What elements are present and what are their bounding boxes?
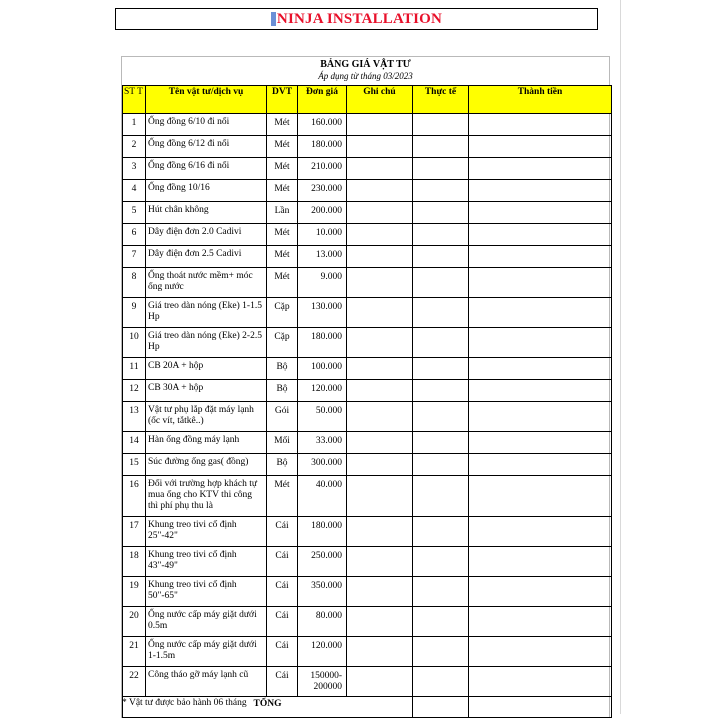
actual-cell[interactable] [413, 402, 469, 432]
unit-cell: Mét [267, 114, 298, 136]
note-cell[interactable] [347, 637, 413, 667]
total-label: TỔNG [123, 697, 413, 718]
table-body [123, 114, 612, 697]
item-name-cell: Dây điện đơn 2.5 Cadivi [146, 246, 267, 268]
stt-cell: 22 [123, 667, 146, 697]
warranty-footnote: * Vật tư được bảo hành 06 tháng [122, 698, 247, 708]
price-cell: 50.000 [298, 402, 347, 432]
unit-cell: Cái [267, 517, 298, 547]
actual-cell[interactable] [413, 114, 469, 136]
note-cell[interactable] [347, 328, 413, 358]
table-row [123, 136, 612, 158]
price-cell: 9.000 [298, 268, 347, 298]
amount-cell[interactable] [469, 517, 612, 547]
item-name-cell: Dây điện đơn 2.0 Cadivi [146, 224, 267, 246]
amount-cell[interactable] [469, 328, 612, 358]
unit-cell: Lần [267, 202, 298, 224]
unit-cell: Cái [267, 577, 298, 607]
table-row [123, 547, 612, 577]
actual-cell[interactable] [413, 358, 469, 380]
table-row [123, 202, 612, 224]
stt-cell: 15 [123, 454, 146, 476]
text-cursor-icon [271, 12, 276, 26]
table-row [123, 298, 612, 328]
stt-cell: 19 [123, 577, 146, 607]
actual-cell[interactable] [413, 547, 469, 577]
stt-cell: 4 [123, 180, 146, 202]
table-row [123, 358, 612, 380]
amount-cell[interactable] [469, 577, 612, 607]
actual-cell[interactable] [413, 667, 469, 697]
stt-cell: 11 [123, 358, 146, 380]
sheet-title: BẢNG GIÁ VẬT TƯ [320, 59, 411, 70]
note-cell[interactable] [347, 246, 413, 268]
stt-cell: 21 [123, 637, 146, 667]
total-amount-cell[interactable] [469, 697, 612, 718]
note-cell[interactable] [347, 136, 413, 158]
note-cell[interactable] [347, 268, 413, 298]
table-row [123, 577, 612, 607]
col-header-price: Đơn giá [298, 86, 347, 114]
item-name-cell: Giá treo dàn nóng (Eke) 2-2.5 Hp [146, 328, 267, 358]
amount-cell[interactable] [469, 180, 612, 202]
stt-cell: 3 [123, 158, 146, 180]
note-cell[interactable] [347, 547, 413, 577]
price-cell: 180.000 [298, 328, 347, 358]
item-name-cell: Ống đồng 10/16 [146, 180, 267, 202]
actual-cell[interactable] [413, 607, 469, 637]
item-name-cell: Ống đồng 6/12 đi nổi [146, 136, 267, 158]
unit-cell: Bộ [267, 358, 298, 380]
item-name-cell: Khung treo tivi cố định 50"-65" [146, 577, 267, 607]
price-cell: 230.000 [298, 180, 347, 202]
amount-cell[interactable] [469, 547, 612, 577]
item-name-cell: Khung treo tivi cố định 25"-42" [146, 517, 267, 547]
unit-cell: Gói [267, 402, 298, 432]
item-name-cell: Ống đồng 6/16 đi nổi [146, 158, 267, 180]
actual-cell[interactable] [413, 577, 469, 607]
note-cell[interactable] [347, 180, 413, 202]
unit-cell: Cặp [267, 298, 298, 328]
actual-cell[interactable] [413, 180, 469, 202]
actual-cell[interactable] [413, 517, 469, 547]
total-actual-cell[interactable] [413, 697, 469, 718]
col-header-actual: Thực tế [413, 86, 469, 114]
unit-cell: Mét [267, 224, 298, 246]
price-cell: 180.000 [298, 517, 347, 547]
item-name-cell: Ống nước cấp máy giặt dưới 0.5m [146, 607, 267, 637]
col-header-unit: DVT [267, 86, 298, 114]
price-table [122, 85, 612, 718]
unit-cell: Mét [267, 246, 298, 268]
brand-title-box[interactable] [115, 8, 598, 30]
actual-cell[interactable] [413, 637, 469, 667]
actual-cell[interactable] [413, 476, 469, 517]
item-name-cell: Súc đường ống gas( đồng) [146, 454, 267, 476]
table-row [123, 432, 612, 454]
item-name-cell: Khung treo tivi cố định 43"-49" [146, 547, 267, 577]
price-cell: 150000-200000 [298, 667, 347, 697]
unit-cell: Mét [267, 158, 298, 180]
col-header-stt: ST T [123, 86, 146, 114]
note-cell[interactable] [347, 114, 413, 136]
table-row [123, 180, 612, 202]
note-cell[interactable] [347, 158, 413, 180]
note-cell[interactable] [347, 298, 413, 328]
stt-cell: 12 [123, 380, 146, 402]
note-cell[interactable] [347, 476, 413, 517]
item-name-cell: Ống đồng 6/10 đi nổi [146, 114, 267, 136]
item-name-cell: Đối với trường hợp khách tự mua ống cho KTV thi công thì phí phụ thu là [146, 476, 267, 517]
unit-cell: Cái [267, 667, 298, 697]
price-cell: 210.000 [298, 158, 347, 180]
item-name-cell: Ống nước cấp máy giặt dưới 1-1.5m [146, 637, 267, 667]
price-cell: 130.000 [298, 298, 347, 328]
amount-cell[interactable] [469, 298, 612, 328]
price-cell: 200.000 [298, 202, 347, 224]
actual-cell[interactable] [413, 298, 469, 328]
price-cell: 180.000 [298, 136, 347, 158]
stt-cell: 20 [123, 607, 146, 637]
amount-cell[interactable] [469, 402, 612, 432]
actual-cell[interactable] [413, 454, 469, 476]
actual-cell[interactable] [413, 268, 469, 298]
stt-cell: 5 [123, 202, 146, 224]
item-name-cell: Hàn ống đồng máy lạnh [146, 432, 267, 454]
price-cell: 120.000 [298, 380, 347, 402]
unit-cell: Mét [267, 476, 298, 517]
note-cell[interactable] [347, 432, 413, 454]
table-row [123, 476, 612, 517]
col-header-name: Tên vật tư/dịch vụ [146, 86, 267, 114]
stt-cell: 17 [123, 517, 146, 547]
note-cell[interactable] [347, 517, 413, 547]
note-cell[interactable] [347, 358, 413, 380]
actual-cell[interactable] [413, 328, 469, 358]
col-header-note: Ghi chú [347, 86, 413, 114]
unit-cell: Mét [267, 180, 298, 202]
price-sheet [121, 56, 610, 718]
amount-cell[interactable] [469, 607, 612, 637]
amount-cell[interactable] [469, 158, 612, 180]
actual-cell[interactable] [413, 380, 469, 402]
table-row [123, 246, 612, 268]
table-row [123, 637, 612, 667]
note-cell[interactable] [347, 667, 413, 697]
unit-cell: Bộ [267, 380, 298, 402]
price-cell: 250.000 [298, 547, 347, 577]
amount-cell[interactable] [469, 114, 612, 136]
unit-cell: Mét [267, 268, 298, 298]
actual-cell[interactable] [413, 136, 469, 158]
note-cell[interactable] [347, 454, 413, 476]
table-row [123, 328, 612, 358]
table-row [123, 114, 612, 136]
stt-cell: 1 [123, 114, 146, 136]
note-cell[interactable] [347, 224, 413, 246]
stt-cell: 8 [123, 268, 146, 298]
table-row [123, 268, 612, 298]
stt-cell: 2 [123, 136, 146, 158]
price-cell: 160.000 [298, 114, 347, 136]
stt-cell: 16 [123, 476, 146, 517]
table-row [123, 158, 612, 180]
amount-cell[interactable] [469, 268, 612, 298]
actual-cell[interactable] [413, 158, 469, 180]
stt-cell: 7 [123, 246, 146, 268]
price-cell: 350.000 [298, 577, 347, 607]
note-cell[interactable] [347, 577, 413, 607]
actual-cell[interactable] [413, 432, 469, 454]
brand-title: NINJA INSTALLATION [276, 10, 443, 27]
amount-cell[interactable] [469, 136, 612, 158]
amount-cell[interactable] [469, 224, 612, 246]
unit-cell: Mối [267, 432, 298, 454]
table-row [123, 224, 612, 246]
stt-cell: 18 [123, 547, 146, 577]
stt-cell: 6 [123, 224, 146, 246]
actual-cell[interactable] [413, 202, 469, 224]
actual-cell[interactable] [413, 224, 469, 246]
unit-cell: Cặp [267, 328, 298, 358]
unit-cell: Mét [267, 136, 298, 158]
unit-cell: Bộ [267, 454, 298, 476]
table-row [123, 454, 612, 476]
actual-cell[interactable] [413, 246, 469, 268]
table-row [123, 517, 612, 547]
unit-cell: Cái [267, 547, 298, 577]
note-cell[interactable] [347, 402, 413, 432]
item-name-cell: Giá treo dàn nóng (Eke) 1-1.5 Hp [146, 298, 267, 328]
note-cell[interactable] [347, 380, 413, 402]
table-row [123, 667, 612, 697]
item-name-cell: CB 30A + hộp [146, 380, 267, 402]
item-name-cell: Công tháo gỡ máy lạnh cũ [146, 667, 267, 697]
amount-cell[interactable] [469, 637, 612, 667]
unit-cell: Cái [267, 637, 298, 667]
col-header-amount: Thành tiền [469, 86, 612, 114]
table-header-row [123, 86, 612, 114]
price-cell: 100.000 [298, 358, 347, 380]
stt-cell: 13 [123, 402, 146, 432]
price-cell: 33.000 [298, 432, 347, 454]
stt-cell: 14 [123, 432, 146, 454]
note-cell[interactable] [347, 607, 413, 637]
item-name-cell: Hút chân không [146, 202, 267, 224]
amount-cell[interactable] [469, 246, 612, 268]
price-cell: 300.000 [298, 454, 347, 476]
sheet-subtitle: Áp dụng từ tháng 03/2023 [318, 71, 413, 81]
price-cell: 10.000 [298, 224, 347, 246]
table-row [123, 607, 612, 637]
table-row [123, 380, 612, 402]
item-name-cell: Ống thoát nước mềm+ móc ống nước [146, 268, 267, 298]
amount-cell[interactable] [469, 667, 612, 697]
amount-cell[interactable] [469, 432, 612, 454]
price-cell: 120.000 [298, 637, 347, 667]
item-name-cell: Vật tư phụ lắp đặt máy lạnh (ốc vít, tắtkê..) [146, 402, 267, 432]
amount-cell[interactable] [469, 476, 612, 517]
amount-cell[interactable] [469, 202, 612, 224]
price-cell: 80.000 [298, 607, 347, 637]
page-edge [620, 0, 621, 714]
note-cell[interactable] [347, 202, 413, 224]
price-cell: 13.000 [298, 246, 347, 268]
price-cell: 40.000 [298, 476, 347, 517]
stt-cell: 9 [123, 298, 146, 328]
sheet-header [122, 57, 609, 85]
amount-cell[interactable] [469, 454, 612, 476]
amount-cell[interactable] [469, 380, 612, 402]
table-row [123, 402, 612, 432]
unit-cell: Cái [267, 607, 298, 637]
stt-cell: 10 [123, 328, 146, 358]
item-name-cell: CB 20A + hộp [146, 358, 267, 380]
amount-cell[interactable] [469, 358, 612, 380]
